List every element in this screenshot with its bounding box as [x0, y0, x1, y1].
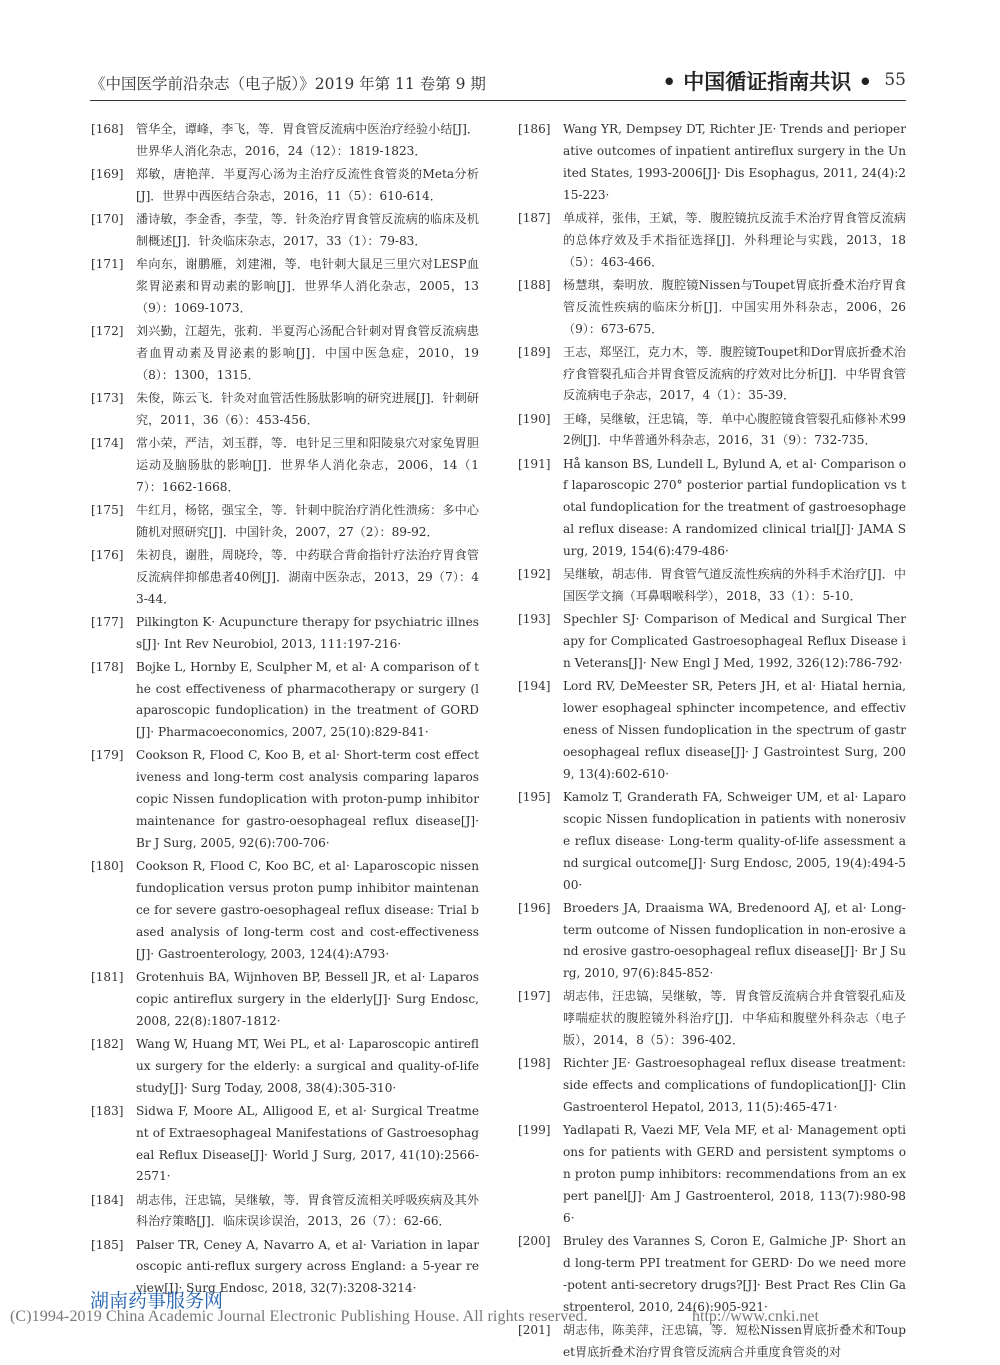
reference-text: 管华全，谭峰，李飞，等．胃食管反流病中医治疗经验小结[J]．世界华人消化杂志，2016，24（12）：1819-1823． [136, 122, 479, 158]
reference-text: Cookson R, Flood C, Koo B, et al· Short-term cost effectiveness and long-term cost analysis comparing laparoscopic Nissen fundoplication with proton-pump inhibitor maintenance for gastro-oesophageal reflux disease[J]· Br J Surg, 2005, 92(6):700-706· [136, 748, 479, 851]
reference-number: [188] [518, 277, 551, 292]
reference-item [518, 676, 906, 786]
reference-text: Lord RV, DeMeester SR, Peters JH, et al· Hiatal hernia, lower esophageal sphincter incompetence, and effectiveness of Nissen fundoplication in the spectrum of gastroesophageal reflux disease[J]· J Gastrointest Surg, 2009, 13(4):602-610· [563, 679, 906, 781]
reference-text: Pilkington K· Acupuncture therapy for psychiatric illness[J]· Int Rev Neurobiol, 2013, 111:197-216· [136, 614, 479, 651]
reference-column-right [518, 119, 906, 1365]
reference-item [518, 787, 906, 897]
reference-text: Yadlapati R, Vaezi MF, Vela MF, et al· Management options for patients with GERD and persistent symptoms on proton pump inhibitors: recommendations from an expert panel[J]· Am J Gastroenterol, 2018, 113(7):980-986· [563, 1123, 906, 1225]
reference-item [518, 1120, 906, 1230]
reference-number: [187] [518, 210, 551, 225]
reference-number: [192] [518, 567, 551, 582]
reference-number: [190] [518, 411, 551, 426]
reference-item [91, 119, 479, 163]
reference-text: Spechler SJ· Comparison of Medical and Surgical Therapy for Complicated Gastroesophageal Reflux Disease in Veterans[J]· New Engl J Med, 1992, 326(12):786-792· [563, 612, 906, 671]
reference-item [518, 1053, 906, 1119]
reference-text: 牟向东，谢鹏雁，刘建湘，等．电针刺大鼠足三里穴对LESP血浆胃泌素和胃动素的影响[J]．世界华人消化杂志，2005，13（9）：1069-1073． [136, 257, 479, 315]
reference-number: [200] [518, 1233, 551, 1248]
reference-number: [181] [91, 969, 124, 984]
reference-number: [168] [91, 122, 124, 136]
reference-item [91, 254, 479, 320]
reference-number: [177] [91, 614, 124, 629]
reference-text: Sidwa F, Moore AL, Alligood E, et al· Surgical Treatment of Extraesophageal Manifestations of Gastroesophageal Reflux Disease[J]· World J Surg, 2017, 41(10):2566-2571· [136, 1103, 479, 1184]
reference-text: Palser TR, Ceney A, Navarro A, et al· Variation in laparoscopic anti-reflux surgery across England: a 5-year review[J]· Surg Endosc, 2018, 32(7):3208-3214· [136, 1237, 479, 1296]
reference-text: Kamolz T, Granderath FA, Schweiger UM, et al· Laparoscopic Nissen fundoplication in patients with nonerosive reflux disease· Long-term quality-of-life assessment and surgical outcome[J]· Surg Endosc, 2005, 19(4):494-500· [563, 789, 906, 892]
reference-item [91, 164, 479, 208]
page-number: 55 [884, 70, 906, 90]
reference-text: 胡志伟，汪忠镐，吴继敏，等．胃食管反流病合并食管裂孔疝及哮喘症状的腹腔镜外科治疗[J]．中华疝和腹壁外科杂志（电子版），2014，8（5）：396-402． [563, 989, 906, 1048]
reference-item [91, 1101, 479, 1189]
reference-text: Broeders JA, Draaisma WA, Bredenoord AJ, et al· Long-term outcome of Nissen fundoplication in non-erosive and erosive gastro-oesophageal reflux disease[J]· Br J Surg, 2010, 97(6):845-852· [563, 900, 906, 981]
reference-number: [180] [91, 859, 124, 874]
watermark-logo: 湖南药事服务网 [90, 1290, 224, 1312]
reference-item [91, 657, 479, 745]
reference-text: Grotenhuis BA, Wijnhoven BP, Bessell JR, et al· Laparoscopic antireflux surgery in the elderly[J]· Surg Endosc, 2008, 22(8):1807-1812· [136, 969, 479, 1028]
reference-item [91, 1034, 479, 1100]
reference-text: 胡志伟，陈美萍，汪忠镐，等．短松Nissen胃底折叠术和Toupet胃底折叠术治疗胃食管反流病合并重度食管炎的对 [563, 1322, 906, 1359]
reference-text: 王志，郑坚江，克力木，等．腹腔镜Toupet和Dor胃底折叠术治疗食管裂孔疝合并胃食管反流病的疗效对比分析[J]．中华胃食管反流病电子杂志，2017，4（1）：35-39． [563, 344, 906, 403]
reference-item [91, 388, 479, 432]
reference-text: Wang YR, Dempsey DT, Richter JE· Trends and perioperative outcomes of inpatient antireflux surgery in the United States, 1993-2006[J]· Dis Esophagus, 2011, 24(4):215-223· [563, 122, 906, 202]
reference-item [91, 745, 479, 855]
reference-item [91, 209, 479, 253]
reference-number: [176] [91, 547, 124, 562]
reference-number: [169] [91, 167, 124, 181]
reference-item [518, 342, 906, 408]
reference-number: [201] [518, 1322, 551, 1337]
reference-text: 朱初良，谢胜，周晓玲，等．中药联合背俞指针疗法治疗胃食管反流病伴抑郁患者40例[J]．湖南中医杂志，2013，29（7）：43-44． [136, 547, 479, 606]
reference-text: 杨慧琪，秦明放．腹腔镜Nissen与Toupet胃底折叠术治疗胃食管反流性疾病的临床分析[J]．中国实用外科杂志，2006，26（9）：673-675． [563, 277, 906, 336]
reference-number: [179] [91, 748, 124, 763]
reference-text: 牛红月，杨铭，强宝全，等．针刺中脘治疗消化性溃疡：多中心随机对照研究[J]．中国针灸，2007，27（2）：89-92． [136, 502, 479, 539]
reference-item [518, 119, 906, 207]
reference-number: [191] [518, 456, 551, 471]
reference-number: [184] [91, 1192, 124, 1207]
reference-text: 郑敏，唐艳萍．半夏泻心汤为主治疗反流性食管炎的Meta分析[J]．世界中西医结合杂志，2016，11（5）：610-614． [136, 167, 479, 203]
running-header [90, 66, 906, 101]
reference-text: Bruley des Varannes S, Coron E, Galmiche JP· Short and long-term PPI treatment for GERD· Do we need more-potent anti-secretory drugs?[J]· Best Pract Res Clin Gastroenterol, 2010, 24(6):905-921· [563, 1233, 906, 1314]
reference-text: Cookson R, Flood C, Koo BC, et al· Laparoscopic nissen fundoplication versus proton pump inhibitor maintenance for severe gastro-oesophageal reflux disease: Trial based analysis of long-term cost and cost-effectiveness[J]· Gastroenterology, 2003, 124(4):A793· [136, 859, 479, 961]
reference-item [518, 275, 906, 341]
reference-item [518, 986, 906, 1052]
reference-text: 潘诗敏，李金香，李莹，等．针灸治疗胃食管反流病的临床及机制概述[J]．针灸临床杂志，2017，33（1）：79-83． [136, 212, 479, 248]
reference-text: Bojke L, Hornby E, Sculpher M, et al· A comparison of the cost effectiveness of pharmacotherapy or surgery (laparoscopic fundoplication) in the treatment of GORD[J]· Pharmacoeconomics, 2007, 25(10):829-841· [136, 659, 479, 740]
reference-item [518, 898, 906, 986]
reference-text: Wang W, Huang MT, Wei PL, et al· Laparoscopic antireflux surgery for the elderly: a surgical and quality-of-life study[J]· Surg Today, 2008, 38(4):305-310· [136, 1036, 479, 1095]
reference-item [91, 545, 479, 611]
reference-item [91, 321, 479, 387]
reference-text: 常小荣，严洁，刘玉群，等．电针足三里和阳陵泉穴对家兔胃胆运动及脑肠肽的影响[J]．世界华人消化杂志，2006，14（17）：1662-1668． [136, 435, 479, 494]
reference-text: 刘兴勤，江超先，张莉．半夏泻心汤配合针刺对胃食管反流病患者血胃动素及胃泌素的影响[J]．中国中医急症，2010，19（8）：1300，1315． [136, 323, 479, 382]
reference-number: [183] [91, 1103, 124, 1118]
reference-item [518, 1231, 906, 1319]
reference-number: [186] [518, 122, 551, 136]
reference-number: [171] [91, 257, 124, 271]
reference-item [91, 500, 479, 544]
reference-number: [194] [518, 679, 551, 694]
source-url[interactable]: http://www.cnki.net [692, 1308, 819, 1325]
reference-item [91, 856, 479, 966]
reference-number: [170] [91, 212, 124, 226]
reference-text: 单成祥，张伟，王斌，等．腹腔镜抗反流手术治疗胃食管反流病的总体疗效及手术指征选择[J]．外科理论与实践，2013，18（5）：463-466． [563, 210, 906, 269]
reference-number: [199] [518, 1123, 551, 1138]
reference-number: [189] [518, 344, 551, 359]
reference-number: [178] [91, 659, 124, 674]
reference-item [518, 609, 906, 675]
reference-item [518, 208, 906, 274]
reference-number: [198] [518, 1056, 551, 1071]
reference-number: [174] [91, 435, 124, 450]
reference-text: 胡志伟，汪忠镐，吴继敏，等．胃食管反流相关呼吸疾病及其外科治疗策略[J]．临床误诊误治，2013，26（7）：62-66． [136, 1192, 479, 1229]
reference-item [91, 433, 479, 499]
reference-item [91, 1190, 479, 1234]
reference-text: 吴继敏，胡志伟．胃食管气道反流性疾病的外科手术治疗[J]．中国医学文摘（耳鼻咽喉科学），2018，33（1）：5-10． [563, 567, 906, 604]
reference-number: [182] [91, 1036, 124, 1051]
reference-number: [173] [91, 390, 124, 405]
reference-text: 王峰，吴继敏，汪忠镐，等．单中心腹腔镜食管裂孔疝修补术992例[J]．中华普通外科杂志，2016，31（9）：732-735． [563, 411, 906, 448]
reference-item [518, 409, 906, 453]
reference-column-left [91, 119, 479, 1301]
reference-number: [195] [518, 789, 551, 804]
journal-title: 《中国医学前沿杂志（电子版）》2019 年第 11 卷第 9 期 [90, 75, 486, 93]
reference-number: [185] [91, 1237, 124, 1252]
reference-text: Hå kanson BS, Lundell L, Bylund A, et al· Comparison of laparoscopic 270° posterior partial fundoplication vs total fundoplication for the treatment of gastroesophageal reflux disease: A randomized clinical trial[J]· JAMA Surg, 2019, 154(6):479-486· [563, 456, 906, 559]
reference-item [91, 967, 479, 1033]
reference-number: [172] [91, 323, 124, 338]
reference-item [518, 454, 906, 564]
copyright-notice: (C)1994-2019 China Academic Journal Electronic Publishing House. All rights reserved. [10, 1308, 588, 1325]
reference-number: [197] [518, 989, 551, 1004]
reference-item [91, 612, 479, 656]
reference-number: [196] [518, 900, 551, 915]
reference-text: Richter JE· Gastroesophageal reflux disease treatment: side effects and complications of fundoplication[J]· Clin Gastroenterol Hepatol, 2013, 11(5):465-471· [563, 1056, 906, 1115]
section-title: • 中国循证指南共识 • [662, 70, 872, 94]
reference-number: [175] [91, 502, 124, 517]
reference-text: 朱俊，陈云飞．针灸对血管活性肠肽影响的研究进展[J]．针刺研究，2011，36（6）：453-456． [136, 390, 479, 427]
reference-item [518, 564, 906, 608]
reference-number: [193] [518, 612, 551, 627]
